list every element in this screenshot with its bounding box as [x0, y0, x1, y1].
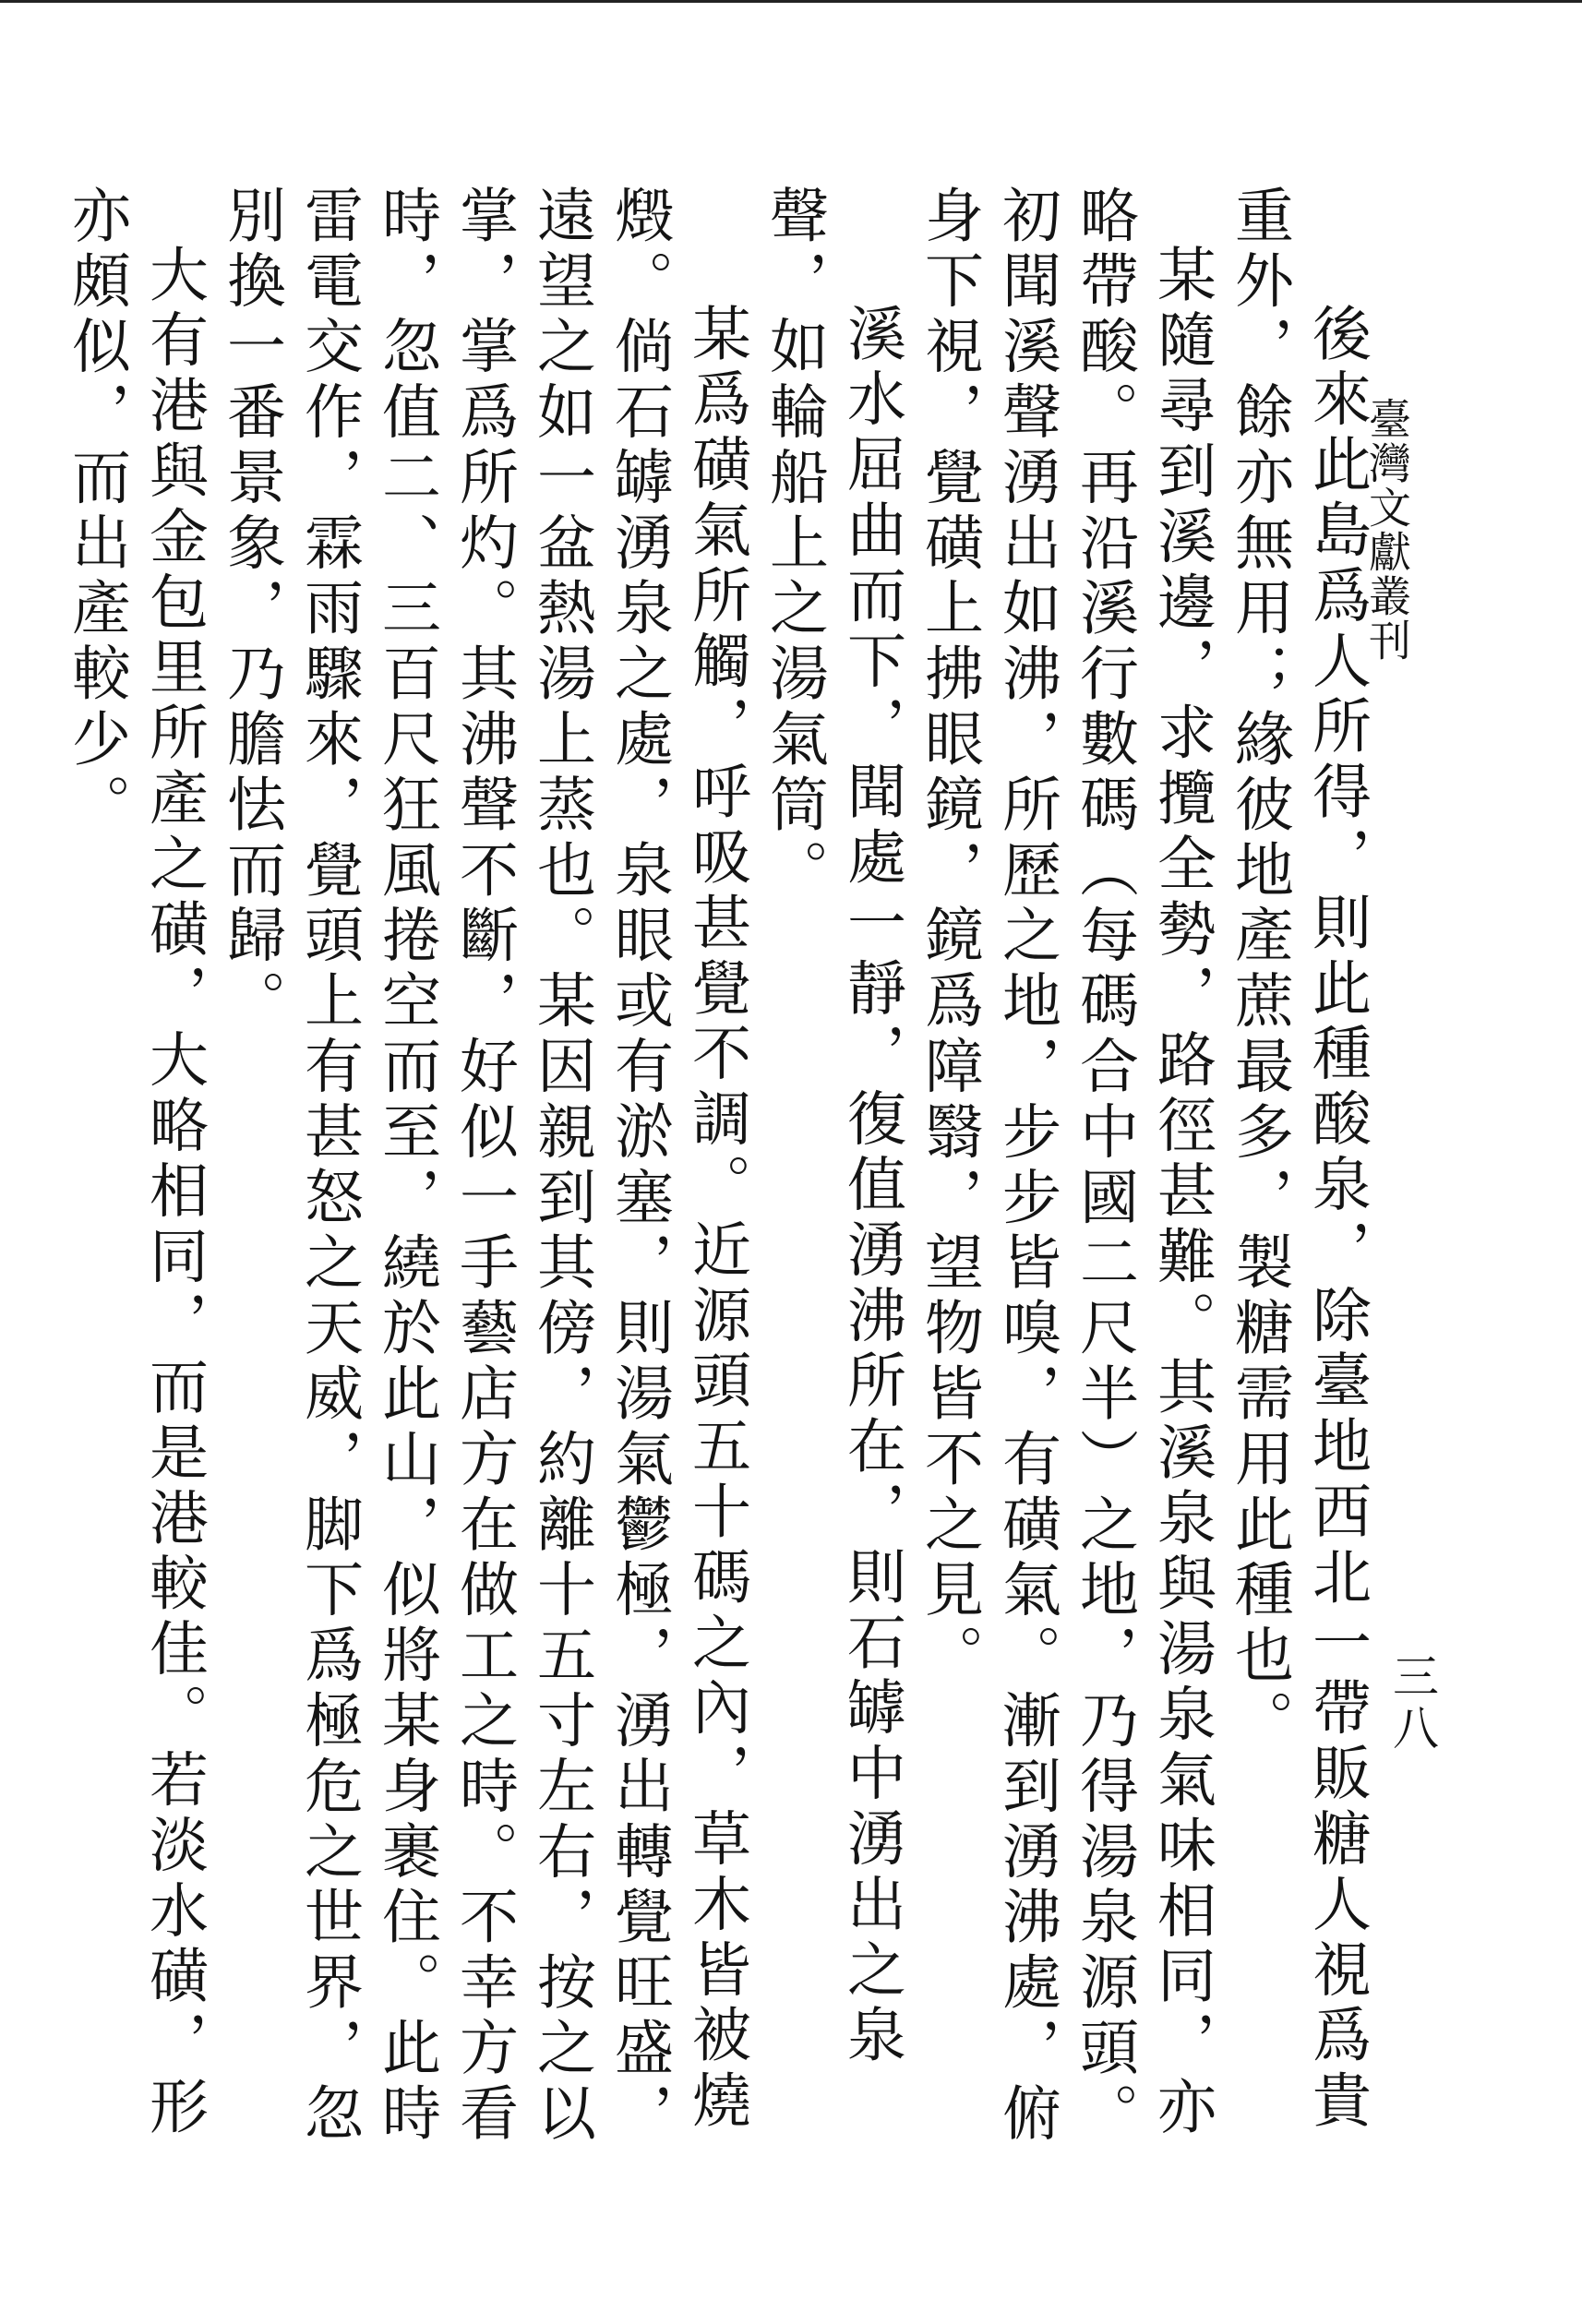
page-number: 三八 [1385, 1652, 1439, 1755]
paragraph: 溪水屈曲而下，聞處一靜，復值湧沸所在，則石罅中湧出之泉聲，如輪船上之湯氣筒。 [760, 185, 905, 2070]
paragraph: 大有港與金包里所產之磺，大略相同，而是港較佳。若淡水磺，形亦頗似，而出產較少。 [62, 185, 208, 2142]
paragraph: 某爲磺氣所觸，呼吸甚覺不調。近源頭五十碼之內，草木皆被燒燬。倘石罅湧泉之處，泉眼或有淤塞，則湯氣鬱極，湧出轉覺旺盛，遠望之如一盆熱湯上蒸也。某因親到其傍，約離十五寸左右，按之以掌，掌爲所灼。其沸聲不斷，好似一手藝店方在做工之時。不幸方看時，忽值二、三百尺狂風捲空而至，繞於此山，似將某身裹住。此時雷電交作，霖雨驟來，覺頭上有甚怒之天威，脚下爲極危之世界，忽別換一番景象，乃膽怯而歸。 [217, 185, 750, 2148]
running-header-title: 臺灣文獻叢刊 [1362, 397, 1412, 663]
paragraph: 後來此島爲人所得，則此種酸泉，除臺地西北一帶販糖人視爲貴重外，餘亦無用；緣彼地產蔗最多，製糖需用此種也。 [1225, 185, 1371, 2136]
top-border-line [0, 0, 1582, 3]
body-text [62, 185, 1375, 2197]
paragraph: 某隨尋到溪邊，求攬全勢，路徑甚難。其溪泉與湯泉氣味相同，亦略帶酸。再沿溪行數碼（每碼合中國二尺半）之地，乃得湯泉源頭。初聞溪聲湧出如沸，所歷之地，步步皆嗅，有磺氣。漸到湧沸處，俯身下視，覺磺上拂眼鏡，鏡爲障翳，望物皆不之見。 [915, 185, 1216, 2148]
